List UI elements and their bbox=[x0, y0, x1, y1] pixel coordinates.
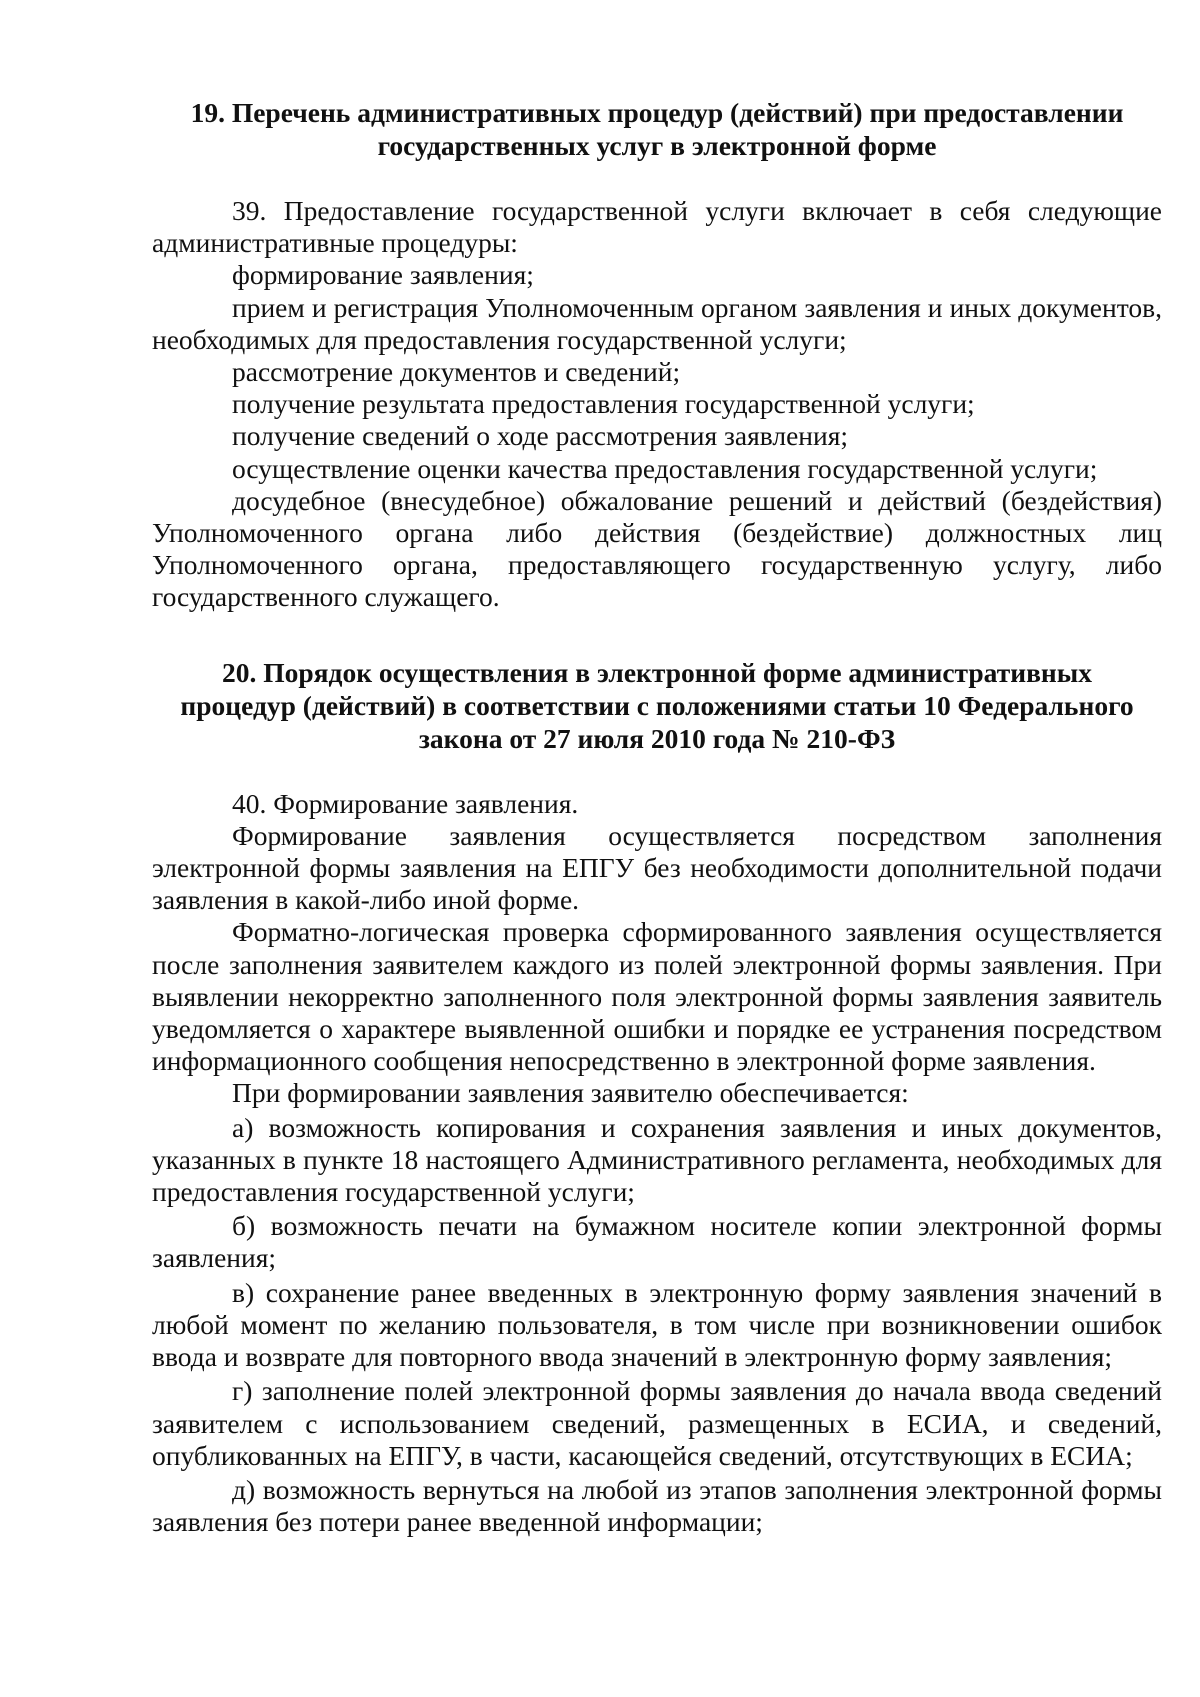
heading-line: процедур (действий) в соответствии с положениями статьи 10 Федерального bbox=[180, 689, 1134, 721]
heading-line: 20. Порядок осуществления в электронной форме административных bbox=[221, 656, 1092, 688]
heading-line: закона от 27 июля 2010 года № 210-ФЗ bbox=[418, 722, 896, 754]
list-item: д) возможность вернуться на любой из этапов заполнения электронной формы заявления без потери ранее введенной информации; bbox=[152, 1473, 1162, 1538]
list-item: б) возможность печати на бумажном носителе копии электронной формы заявления; bbox=[152, 1210, 1162, 1274]
section-19-heading bbox=[152, 96, 1162, 162]
list-item: г) заполнение полей электронной формы заявления до начала ввода сведений заявителем с использованием сведений, размещенных в ЕСИА, и сведений, опубликованных на ЕПГУ, в части, касающейся сведений, отсутствующих в ЕСИА; bbox=[152, 1375, 1162, 1471]
section-20-heading bbox=[152, 656, 1162, 755]
list-item: в) сохранение ранее введенных в электронную форму заявления значений в любой момент по желанию пользователя, в том числе при возникновении ошибок ввода и возврате для повторного ввода значений в электронную форму заявления; bbox=[152, 1276, 1162, 1373]
list-item: досудебное (внесудебное) обжалование решений и действий (бездействия) Уполномоченного органа либо действия (бездействие) должностных лиц Уполномоченного органа, предоставляющего государственную услугу, либо государственного служащего. bbox=[152, 484, 1162, 613]
list-item: рассмотрение документов и сведений; bbox=[232, 356, 681, 388]
heading-line: 19. Перечень административных процедур (действий) при предоставлении bbox=[190, 97, 1124, 128]
list-item: а) возможность копирования и сохранения заявления и иных документов, указанных в пункте 18 настоящего Административного регламента, необходимых для предоставления государственной услуги; bbox=[152, 1111, 1162, 1208]
paragraph: Форматно-логическая проверка сформированного заявления осуществляется после заполнения заявителем каждого из полей электронной формы заявления. При выявлении некорректно заполненного поля электронной формы заявления заявитель уведомляется о характере выявленной ошибки и порядке ее устранения посредством информационного сообщения непосредственно в электронной форме заявления. bbox=[152, 916, 1162, 1077]
heading-line: государственных услуг в электронной форме bbox=[377, 130, 937, 161]
document-page bbox=[152, 96, 1162, 1538]
list-item: прием и регистрация Уполномоченным органом заявления и иных документов, необходимых для предоставления государственной услуги; bbox=[152, 291, 1162, 355]
paragraph: 40. Формирование заявления. bbox=[232, 787, 579, 819]
list-item: получение результата предоставления государственной услуги; bbox=[232, 388, 975, 420]
list-item: формирование заявления; bbox=[232, 259, 534, 291]
paragraph: При формировании заявления заявителю обеспечивается: bbox=[232, 1077, 909, 1109]
list-item: осуществление оценки качества предоставления государственной услуги; bbox=[232, 452, 1098, 484]
paragraph: 39. Предоставление государственной услуги включает в себя следующие административные процедуры: bbox=[152, 195, 1162, 259]
paragraph: Формирование заявления осуществляется посредством заполнения электронной формы заявления на ЕПГУ без необходимости дополнительной подачи заявления в какой-либо иной форме. bbox=[152, 819, 1162, 916]
list-item: получение сведений о ходе рассмотрения заявления; bbox=[232, 420, 848, 452]
